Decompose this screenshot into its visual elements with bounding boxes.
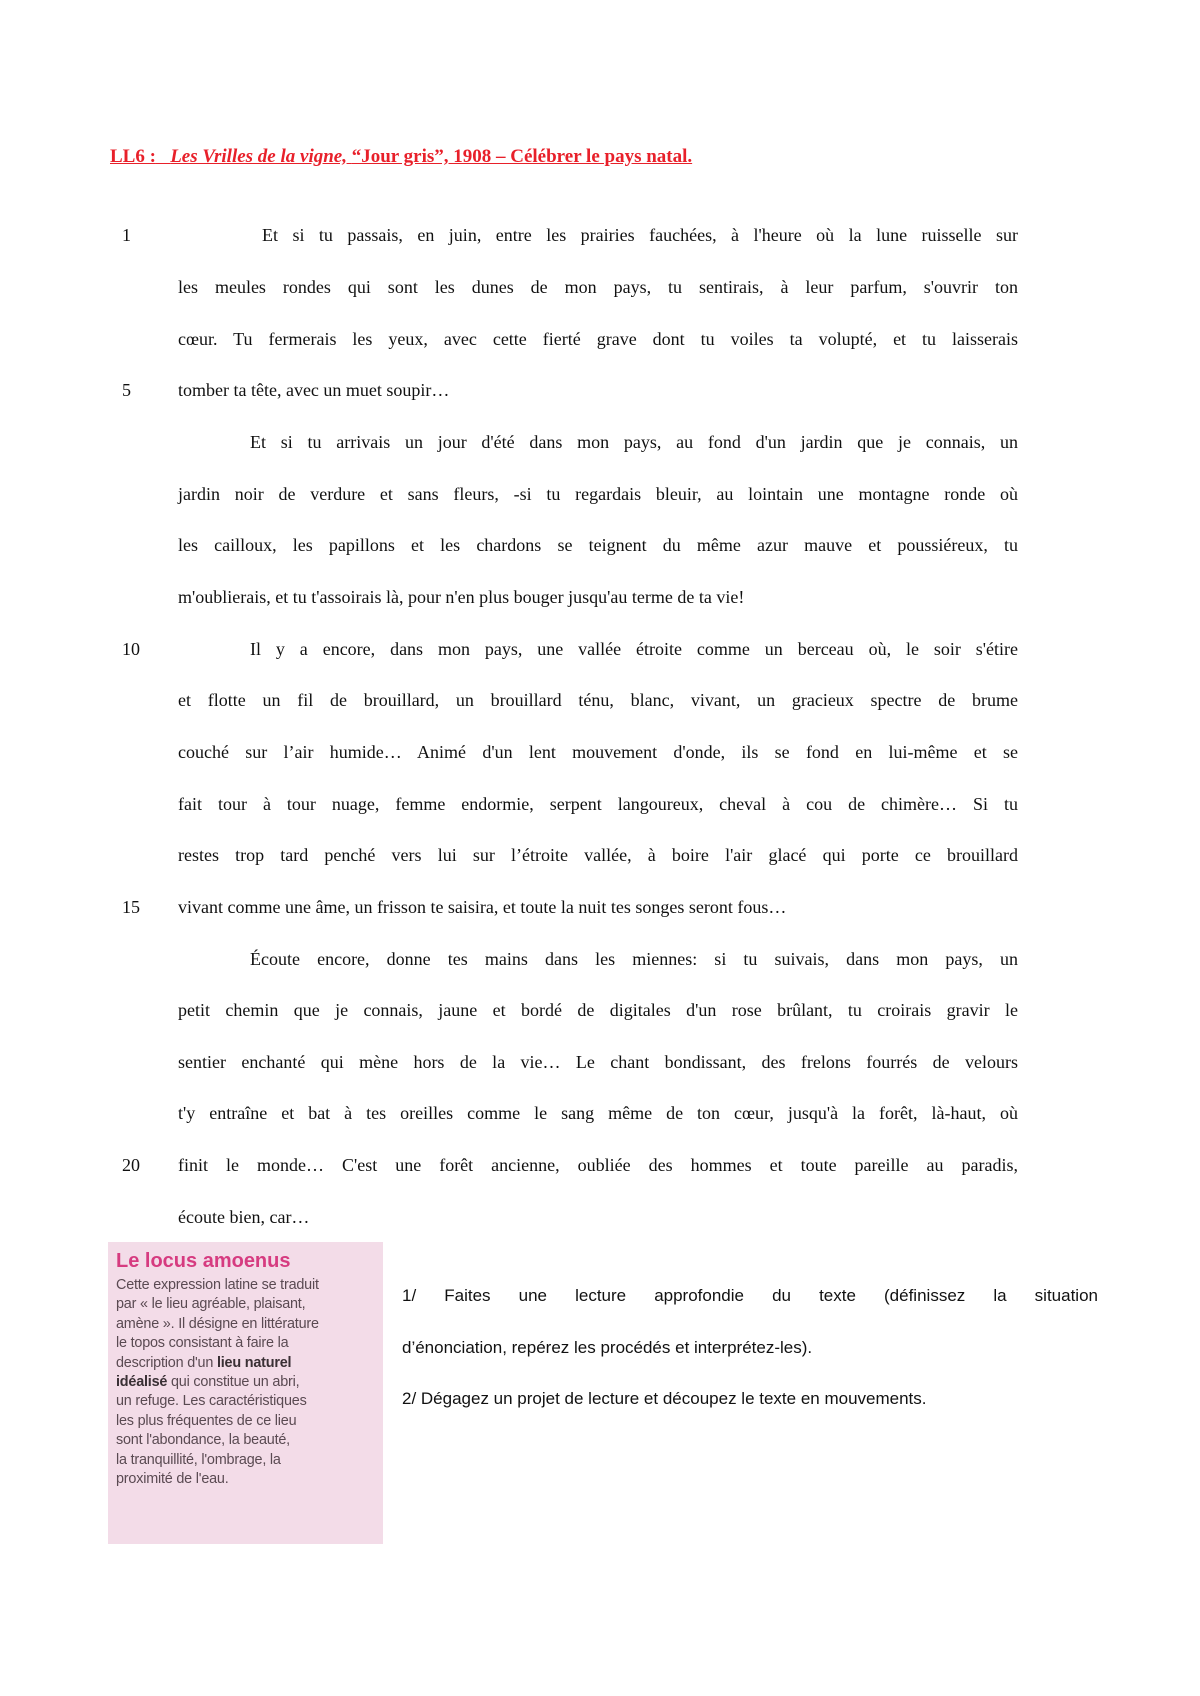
box-text: description d'un [116,1354,217,1371]
locus-amoenus-box [108,1242,383,1544]
text-line: les meules rondes qui sont les dunes de mon pays, tu sentirais, à leur parfum, s'ouvrir ton [178,277,1018,297]
text-line: écoute bien, car… [178,1207,310,1227]
box-line: le topos consistant à faire la [116,1335,289,1352]
text-line: cœur. Tu fermerais les yeux, avec cette fierté grave dont tu voiles ta volupté, et tu laisserais [178,329,1018,349]
text-line: Écoute encore, donne tes mains dans les miennes: si tu suivais, dans mon pays, un [250,949,1018,969]
box-bold-text: lieu naturel [216,1354,292,1371]
box-line [116,1354,375,1373]
box-title: Le locus amoenus [116,1250,291,1272]
question-2: 2/ Dégagez un projet de lecture et découpez le texte en mouvements. [402,1389,927,1408]
heading-rest: “Jour gris”, 1908 – Célébrer le pays natal. [351,146,693,167]
text-line: jardin noir de verdure et sans fleurs, -si tu regardais bleuir, au lointain une montagne ronde où [178,484,1018,504]
text-line: restes trop tard penché vers lui sur l’étroite vallée, à boire l'air glacé qui porte ce brouillard [178,845,1018,865]
heading-work: Les Vrilles de la vigne, [170,146,347,167]
text-line: couché sur l’air humide… Animé d'un lent mouvement d'onde, ils se fond en lui-même et se [178,742,1018,762]
box-line: sont l'abondance, la beauté, [116,1432,290,1449]
box-line [116,1373,375,1392]
text-line: tomber ta tête, avec un muet soupir… [178,380,450,400]
text-line: vivant comme une âme, un frisson te saisira, et toute la nuit tes songes seront fous… [178,897,787,917]
line-number: 5 [122,380,131,400]
box-text: qui constitue un abri, [167,1374,300,1391]
heading-prefix: LL6 : [110,146,156,167]
text-line: Il y a encore, dans mon pays, une vallée étroite comme un berceau où, le soir s'étire [250,639,1018,659]
text-line: et flotte un fil de brouillard, un brouillard ténu, blanc, vivant, un gracieux spectre de brume [178,690,1018,710]
line-number: 1 [122,225,131,245]
text-line: t'y entraîne et bat à tes oreilles comme le sang même de ton cœur, jusqu'à la forêt, là-haut, où [178,1103,1018,1123]
question-1-line-2: d’énonciation, repérez les procédés et interprétez-les). [402,1338,813,1357]
box-line: la tranquillité, l'ombrage, la [116,1451,281,1468]
line-number: 10 [122,639,140,659]
text-line: les cailloux, les papillons et les chardons se teignent du même azur mauve et poussiéreux, tu [178,535,1018,555]
box-line: proximité de l'eau. [116,1471,229,1488]
box-line: les plus fréquentes de ce lieu [116,1412,297,1429]
box-body [116,1276,375,1489]
question-1-line-1: 1/ Faites une lecture approfondie du texte (définissez la situation [402,1286,1098,1305]
box-line: amène ». Il désigne en littérature [116,1315,319,1332]
box-line: un refuge. Les caractéristiques [116,1393,307,1410]
box-line: par « le lieu agréable, plaisant, [116,1296,306,1313]
text-line: sentier enchanté qui mène hors de la vie… Le chant bondissant, des frelons fourrés de velours [178,1052,1018,1072]
text-line: finit le monde… C'est une forêt ancienne, oubliée des hommes et toute pareille au paradis, [178,1155,1018,1175]
line-number: 15 [122,897,140,917]
text-line: fait tour à tour nuage, femme endormie, serpent langoureux, cheval à cou de chimère… Si tu [178,794,1018,814]
box-bold-text: idéalisé [116,1374,168,1391]
heading [110,146,692,168]
text-line: petit chemin que je connais, jaune et bordé de digitales d'un rose brûlant, tu croirais gravir le [178,1000,1018,1020]
text-line: Et si tu arrivais un jour d'été dans mon pays, au fond d'un jardin que je connais, un [250,432,1018,452]
text-line: Et si tu passais, en juin, entre les prairies fauchées, à l'heure où la lune ruisselle sur [262,225,1018,245]
box-line: Cette expression latine se traduit [116,1277,319,1293]
text-line: m'oublierais, et tu t'assoirais là, pour n'en plus bouger jusqu'au terme de ta vie! [178,587,745,607]
line-number: 20 [122,1155,140,1175]
